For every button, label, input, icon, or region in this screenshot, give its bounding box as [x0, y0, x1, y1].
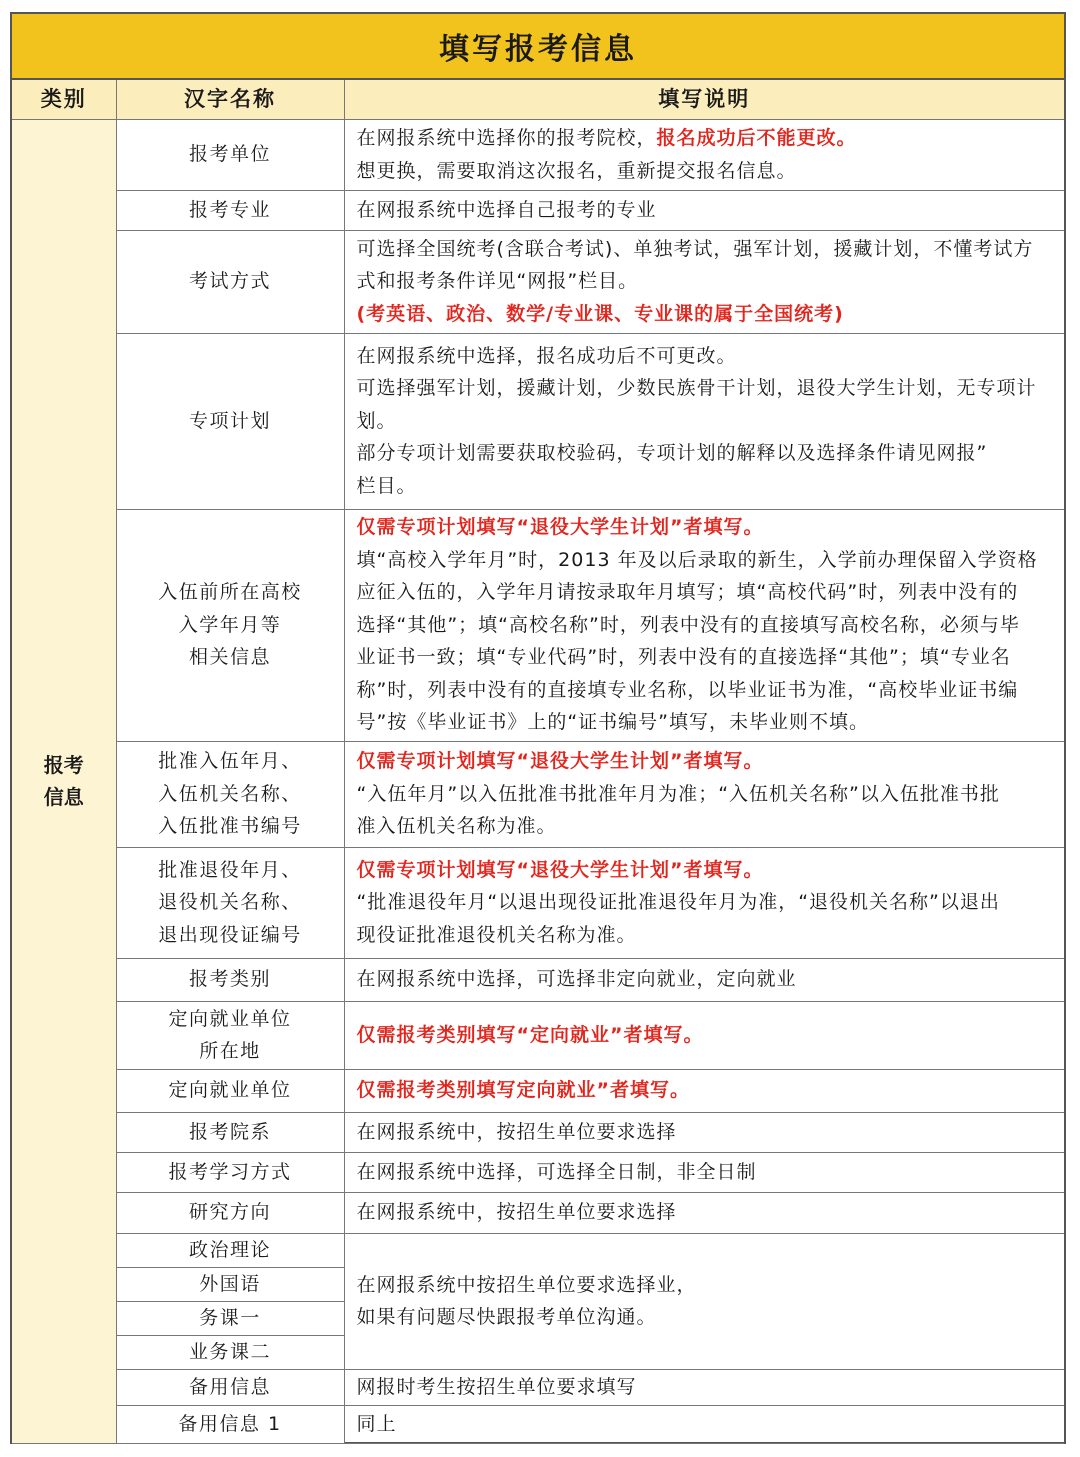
- field-name: 务课一: [116, 1301, 344, 1335]
- field-description: 在网报系统中，按招生单位要求选择: [344, 1192, 1064, 1233]
- table-row: [12, 847, 1064, 958]
- desc-text: 栏目。: [356, 474, 417, 497]
- field-name: [116, 1001, 344, 1069]
- field-description: 网报时考生按招生单位要求填写: [344, 1369, 1064, 1405]
- desc-emphasis: 仅需专项计划填写“退役大学生计划”者填写。: [356, 516, 764, 539]
- table-row: [12, 1369, 1064, 1405]
- desc-text: 可选择全国统考(含联合考试)、单独考试，强军计划，援藏计划，不懂考试方: [356, 237, 1034, 260]
- desc-text: 划。: [356, 409, 397, 432]
- desc-text: 称”时，列表中没有的直接填专业名称，以毕业证书为准，“高校毕业证书编: [356, 678, 1019, 701]
- header-description: 填写说明: [344, 80, 1064, 119]
- header-name: 汉字名称: [116, 80, 344, 119]
- desc-text: 式和报考条件详见“网报”栏目。: [356, 270, 639, 293]
- field-name: 报考学习方式: [116, 1152, 344, 1192]
- field-description: [344, 333, 1064, 509]
- table-row: [12, 1405, 1064, 1443]
- field-name: 报考类别: [116, 958, 344, 1001]
- desc-text: 在网报系统中选择你的报考院校，: [356, 127, 657, 149]
- table-row: [12, 1192, 1064, 1233]
- field-name-line: 所在地: [199, 1040, 261, 1062]
- field-name: 政治理论: [116, 1233, 344, 1267]
- field-name-line: 入伍批准书编号: [158, 815, 302, 838]
- table-row: [12, 1069, 1064, 1112]
- table-row: [12, 230, 1064, 333]
- desc-text: 选择“其他”；填“高校名称”时，列表中没有的直接填写高校名称，必须与毕: [356, 613, 1020, 636]
- field-description: 同上: [344, 1405, 1064, 1443]
- field-name: 研究方向: [116, 1192, 344, 1233]
- desc-text: 想更换，需要取消这次报名，重新提交报名信息。: [356, 159, 797, 182]
- field-name: 外国语: [116, 1267, 344, 1301]
- field-name: 专项计划: [116, 333, 344, 509]
- field-name-line: 相关信息: [188, 646, 271, 669]
- field-name: 考试方式: [116, 230, 344, 333]
- field-name: 业务课二: [116, 1335, 344, 1369]
- table-row: [12, 1152, 1064, 1192]
- field-name-line: 退役机关名称、: [158, 891, 302, 914]
- field-name-line: 退出现役证编号: [158, 923, 302, 946]
- table-row: [12, 509, 1064, 741]
- desc-text: 在网报系统中选择，报名成功后不可更改。: [356, 344, 737, 367]
- desc-emphasis: 报名成功后不能更改。: [656, 127, 857, 149]
- table-row: [12, 1112, 1064, 1152]
- desc-text: 应征入伍的，入学年月请按录取年月填写；填“高校代码”时，列表中没有的: [356, 581, 1019, 604]
- field-name: [116, 847, 344, 958]
- field-name: 报考院系: [116, 1112, 344, 1152]
- category-label-line2: 信息: [43, 785, 84, 809]
- table-row: [12, 958, 1064, 1001]
- field-description: [344, 1233, 1064, 1369]
- field-name: 备用信息: [116, 1369, 344, 1405]
- desc-emphasis: (考英语、政治、数学/专业课、专业课的属于全国统考): [356, 302, 844, 325]
- field-description: 在网报系统中选择，可选择全日制，非全日制: [344, 1152, 1064, 1192]
- field-description: [344, 119, 1064, 190]
- field-description: [344, 509, 1064, 741]
- field-description: 在网报系统中选择，可选择非定向就业，定向就业: [344, 958, 1064, 1001]
- desc-text: 可选择强军计划，援藏计划，少数民族骨干计划，退役大学生计划，无专项计: [356, 377, 1037, 400]
- field-description: [344, 847, 1064, 958]
- field-name-line: 批准入伍年月、: [158, 750, 302, 773]
- desc-text: 填“高校入学年月”时，2013 年及以后录取的新生，入学前办理保留入学资格: [356, 548, 1038, 571]
- field-name-line: 批准退役年月、: [158, 858, 302, 881]
- info-table: [12, 80, 1064, 1444]
- field-description: [344, 741, 1064, 847]
- desc-text: “入伍年月”以入伍批准书批准年月为准；“入伍机关名称”以入伍批准书批: [356, 782, 1000, 805]
- table-row: [12, 1233, 1064, 1267]
- table-row: [12, 119, 1064, 190]
- desc-text: 如果有问题尽快跟报考单位沟通。: [356, 1306, 657, 1328]
- desc-text: 部分专项计划需要获取校验码，专项计划的解释以及选择条件请见网报”: [356, 442, 988, 465]
- field-name: [116, 509, 344, 741]
- table-row: [12, 1001, 1064, 1069]
- field-description: [344, 230, 1064, 333]
- table-title: 填写报考信息: [12, 14, 1064, 80]
- field-name-line: 入伍前所在高校: [158, 581, 302, 604]
- table-row: [12, 741, 1064, 847]
- desc-text: 准入伍机关名称为准。: [356, 815, 557, 838]
- field-name-line: 定向就业单位: [168, 1007, 292, 1030]
- field-description: 在网报系统中，按招生单位要求选择: [344, 1112, 1064, 1152]
- desc-emphasis: 仅需报考类别填写定向就业”者填写。: [344, 1069, 1064, 1112]
- table-row: [12, 190, 1064, 230]
- header-category: 类别: [12, 80, 116, 119]
- field-name: 报考专业: [116, 190, 344, 230]
- desc-text: “批准退役年月“以退出现役证批准退役年月为准，“退役机关名称”以退出: [356, 891, 1000, 914]
- header-row: [12, 80, 1064, 119]
- desc-emphasis: 仅需专项计划填写“退役大学生计划”者填写。: [356, 858, 764, 881]
- desc-text: 号”按《毕业证书》上的“证书编号”填写，未毕业则不填。: [356, 711, 870, 734]
- field-name: 报考单位: [116, 119, 344, 190]
- field-name: 定向就业单位: [116, 1069, 344, 1112]
- field-name-line: 入伍机关名称、: [158, 782, 302, 805]
- desc-emphasis: 仅需专项计划填写“退役大学生计划”者填写。: [356, 750, 764, 773]
- field-name: [116, 741, 344, 847]
- category-label-line1: 报考: [43, 753, 84, 777]
- table-row: [12, 333, 1064, 509]
- category-cell: [12, 119, 116, 1443]
- desc-text: 业证书一致；填“专业代码”时，列表中没有的直接选择“其他”；填“专业名: [356, 646, 1011, 669]
- field-description: 在网报系统中选择自己报考的专业: [344, 190, 1064, 230]
- field-name-line: 入学年月等: [178, 613, 282, 636]
- field-name: 备用信息 1: [116, 1405, 344, 1443]
- info-table-sheet: [10, 12, 1066, 1444]
- desc-text: 现役证批准退役机关名称为准。: [356, 923, 637, 946]
- desc-text: 在网报系统中按招生单位要求选择业，: [356, 1273, 697, 1296]
- desc-emphasis: 仅需报考类别填写“定向就业”者填写。: [344, 1001, 1064, 1069]
